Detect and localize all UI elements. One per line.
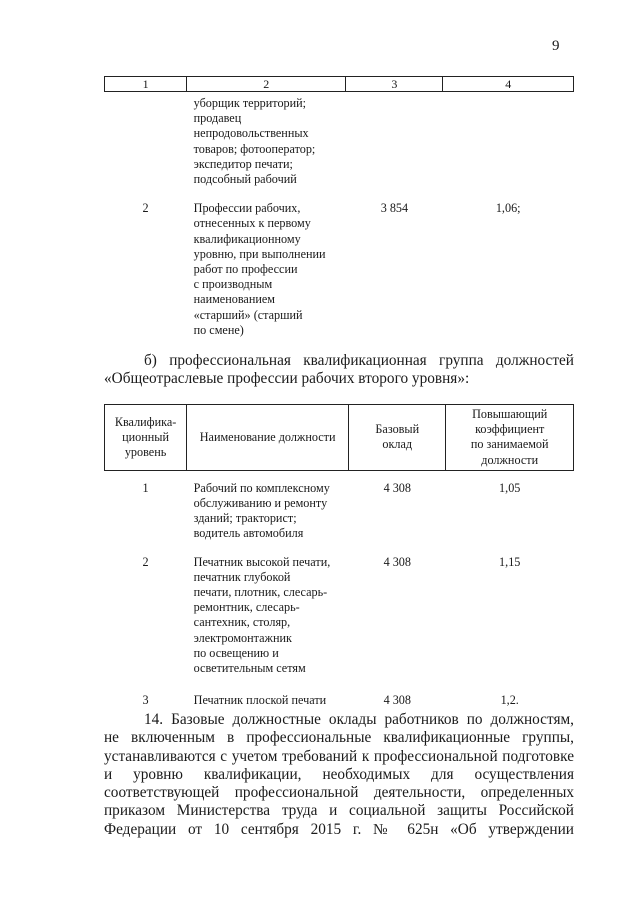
cell-line: отнесенных к первому [193, 216, 311, 231]
coefficient-cell: 1,06; [495, 201, 521, 216]
cell-line: Рабочий по комплексному [193, 480, 330, 495]
column-number: 2 [187, 77, 346, 92]
cell-line: по освещению и [193, 645, 279, 660]
cell-line: уровню, при выполнении [193, 246, 326, 261]
header-salary: Базовый оклад [349, 405, 446, 471]
cell-line: непродовольственных [193, 126, 309, 141]
cell-line: электромонтажник [193, 630, 292, 645]
paragraph-line: Федерации от 10 сентября 2015 г. № 625н «Об утверждении [104, 820, 574, 838]
cell-line: ремонтник, слесарь- [193, 600, 300, 615]
column-number: 1 [105, 77, 187, 92]
cell-line: Профессии рабочих, [193, 201, 301, 216]
header-name: Наименование должности [187, 405, 349, 471]
cell-line: обслуживанию и ремонту [193, 496, 328, 511]
paragraph-line: не включенным в профессиональные квалификационные группы, [104, 729, 574, 747]
cell-line: печати, плотник, слесарь- [193, 585, 328, 600]
salary-cell: 4 308 [383, 554, 411, 569]
cell-line: Печатник высокой печати, [193, 554, 331, 569]
cell-line: экспедитор печати; [193, 156, 293, 171]
paragraph-line: приказом Министерства труда и социальной защиты Российской [104, 802, 574, 820]
level-cell: 1 [142, 480, 149, 495]
name-cell [187, 676, 349, 708]
cell-line: «старший» (старший [193, 307, 303, 322]
level-cell: 2 [142, 201, 149, 216]
header-coefficient: Повышающий коэффициент по занимаемой должности [446, 405, 574, 471]
name-cell [187, 542, 349, 677]
table-row [105, 542, 574, 677]
cell-line: сантехник, столяр, [193, 615, 291, 630]
cell-line: водитель автомобиля [193, 526, 304, 541]
page-number: 9 [552, 38, 560, 54]
paragraph-14 [104, 711, 574, 839]
cell-line: подсобный рабочий [193, 172, 297, 187]
paragraph-line: и уровню квалификации, необходимых для осуществления [104, 765, 574, 783]
paragraph-b [104, 352, 574, 389]
continuation-cell [187, 92, 346, 188]
coefficient-cell: 1,2. [500, 693, 519, 708]
salary-cell: 4 308 [383, 693, 411, 708]
cell-line: зданий; тракторист; [193, 511, 297, 526]
column-number-row [105, 77, 574, 92]
table-positions [104, 404, 574, 708]
level-cell: 2 [142, 554, 149, 569]
cell-line: наименованием [193, 292, 276, 307]
name-cell [187, 187, 346, 338]
cell-line: уборщик территорий; [193, 96, 307, 110]
table-header-row [105, 405, 574, 471]
cell-line: Печатник плоской печати [193, 693, 327, 708]
cell-line: продавец [193, 111, 242, 126]
paragraph-line: 14. Базовые должностные оклады работников по должностям, [144, 711, 574, 728]
coefficient-cell: 1,05 [499, 480, 521, 495]
cell-line: печатник глубокой [193, 569, 291, 584]
table-row [105, 470, 574, 541]
salary-cell: 4 308 [383, 480, 411, 495]
level-cell: 3 [142, 693, 149, 708]
cell-line: осветительным сетям [193, 661, 306, 676]
paragraph-line: б) профессиональная квалификационная группа должностей [144, 352, 574, 369]
cell-line: с производным [193, 277, 273, 292]
cell-line: работ по профессии [193, 262, 298, 277]
table-row [105, 676, 574, 708]
table-row [105, 92, 574, 188]
paragraph-line: соответствующей профессиональной деятельности, определенных [104, 784, 574, 802]
coefficient-cell: 1,15 [499, 554, 521, 569]
paragraph-line: устанавливаются с учетом требований к профессиональной подготовке [104, 747, 574, 765]
table-continuation [104, 76, 574, 338]
paragraph-line: «Общеотраслевые профессии рабочих второго уровня»: [104, 370, 470, 388]
column-number: 4 [443, 77, 574, 92]
salary-cell: 3 854 [380, 201, 409, 216]
cell-line: по смене) [193, 322, 244, 337]
name-cell [187, 470, 349, 541]
column-number: 3 [346, 77, 443, 92]
cell-line: квалификационному [193, 231, 301, 246]
table-row [105, 187, 574, 338]
header-level: Квалифика- ционный уровень [105, 405, 187, 471]
cell-line: товаров; фотооператор; [193, 141, 316, 156]
